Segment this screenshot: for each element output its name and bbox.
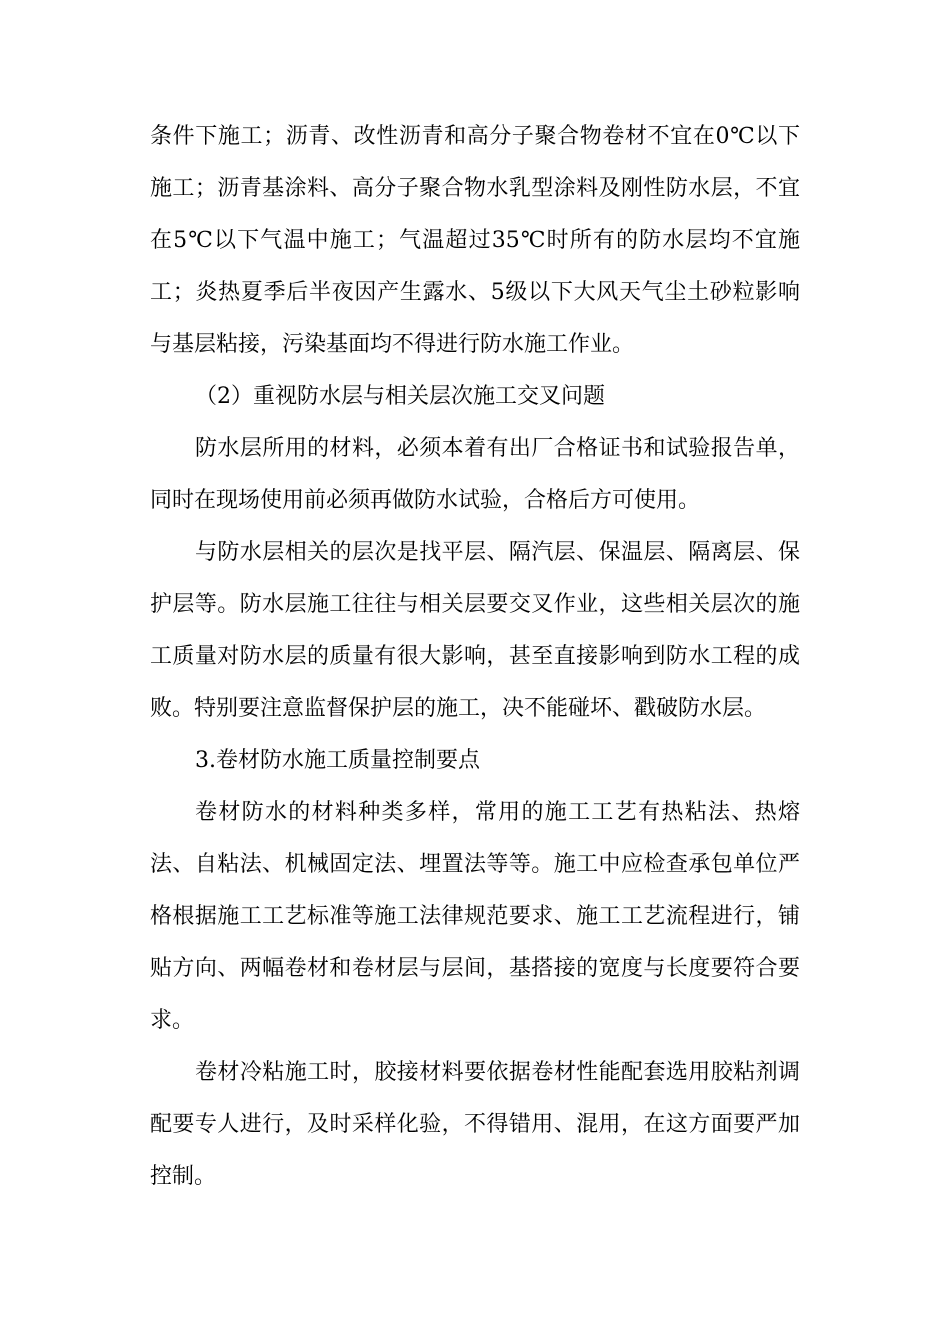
section-heading: 3.卷材防水施工质量控制要点 — [195, 748, 480, 773]
text-line: 条件下施工；沥青、改性沥青和高分子聚合物卷材不宜在0℃以下 — [150, 124, 800, 149]
text-line: 同时在现场使用前必须再做防水试验，合格后方可使用。 — [150, 488, 701, 513]
text-line: 卷材防水的材料种类多样，常用的施工工艺有热粘法、热熔 — [195, 800, 800, 825]
section-heading: （2）重视防水层与相关层次施工交叉问题 — [195, 384, 605, 409]
text-line: 工；炎热夏季后半夜因产生露水、5级以下大风天气尘土砂粒影响 — [150, 280, 800, 305]
text-line: 工质量对防水层的质量有很大影响，甚至直接影响到防水工程的成 — [150, 644, 800, 669]
text-line: 控制。 — [150, 1164, 217, 1189]
text-line: 施工；沥青基涂料、高分子聚合物水乳型涂料及刚性防水层，不宜 — [150, 176, 800, 201]
text-line: 护层等。防水层施工往往与相关层要交叉作业，这些相关层次的施 — [150, 592, 800, 617]
text-line: 法、自粘法、机械固定法、埋置法等等。施工中应检查承包单位严 — [150, 852, 800, 877]
text-line: 贴方向、两幅卷材和卷材层与层间，基搭接的宽度与长度要符合要 — [150, 956, 800, 981]
text-line: 与基层粘接，污染基面均不得进行防水施工作业。 — [150, 332, 635, 357]
text-line: 配要专人进行，及时采样化验，不得错用、混用，在这方面要严加 — [150, 1112, 800, 1137]
text-line: 求。 — [150, 1008, 195, 1033]
text-line: 与防水层相关的层次是找平层、隔汽层、保温层、隔离层、保 — [195, 540, 800, 565]
text-line: 卷材冷粘施工时，胶接材料要依据卷材性能配套选用胶粘剂调 — [195, 1060, 800, 1085]
text-line: 败。特别要注意监督保护层的施工，决不能碰坏、戳破防水层。 — [150, 696, 767, 721]
text-line: 在5℃以下气温中施工；气温超过35℃时所有的防水层均不宜施 — [150, 228, 800, 253]
text-line: 防水层所用的材料，必须本着有出厂合格证书和试验报告单， — [195, 436, 800, 461]
text-line: 格根据施工工艺标准等施工法律规范要求、施工工艺流程进行，铺 — [150, 904, 800, 929]
